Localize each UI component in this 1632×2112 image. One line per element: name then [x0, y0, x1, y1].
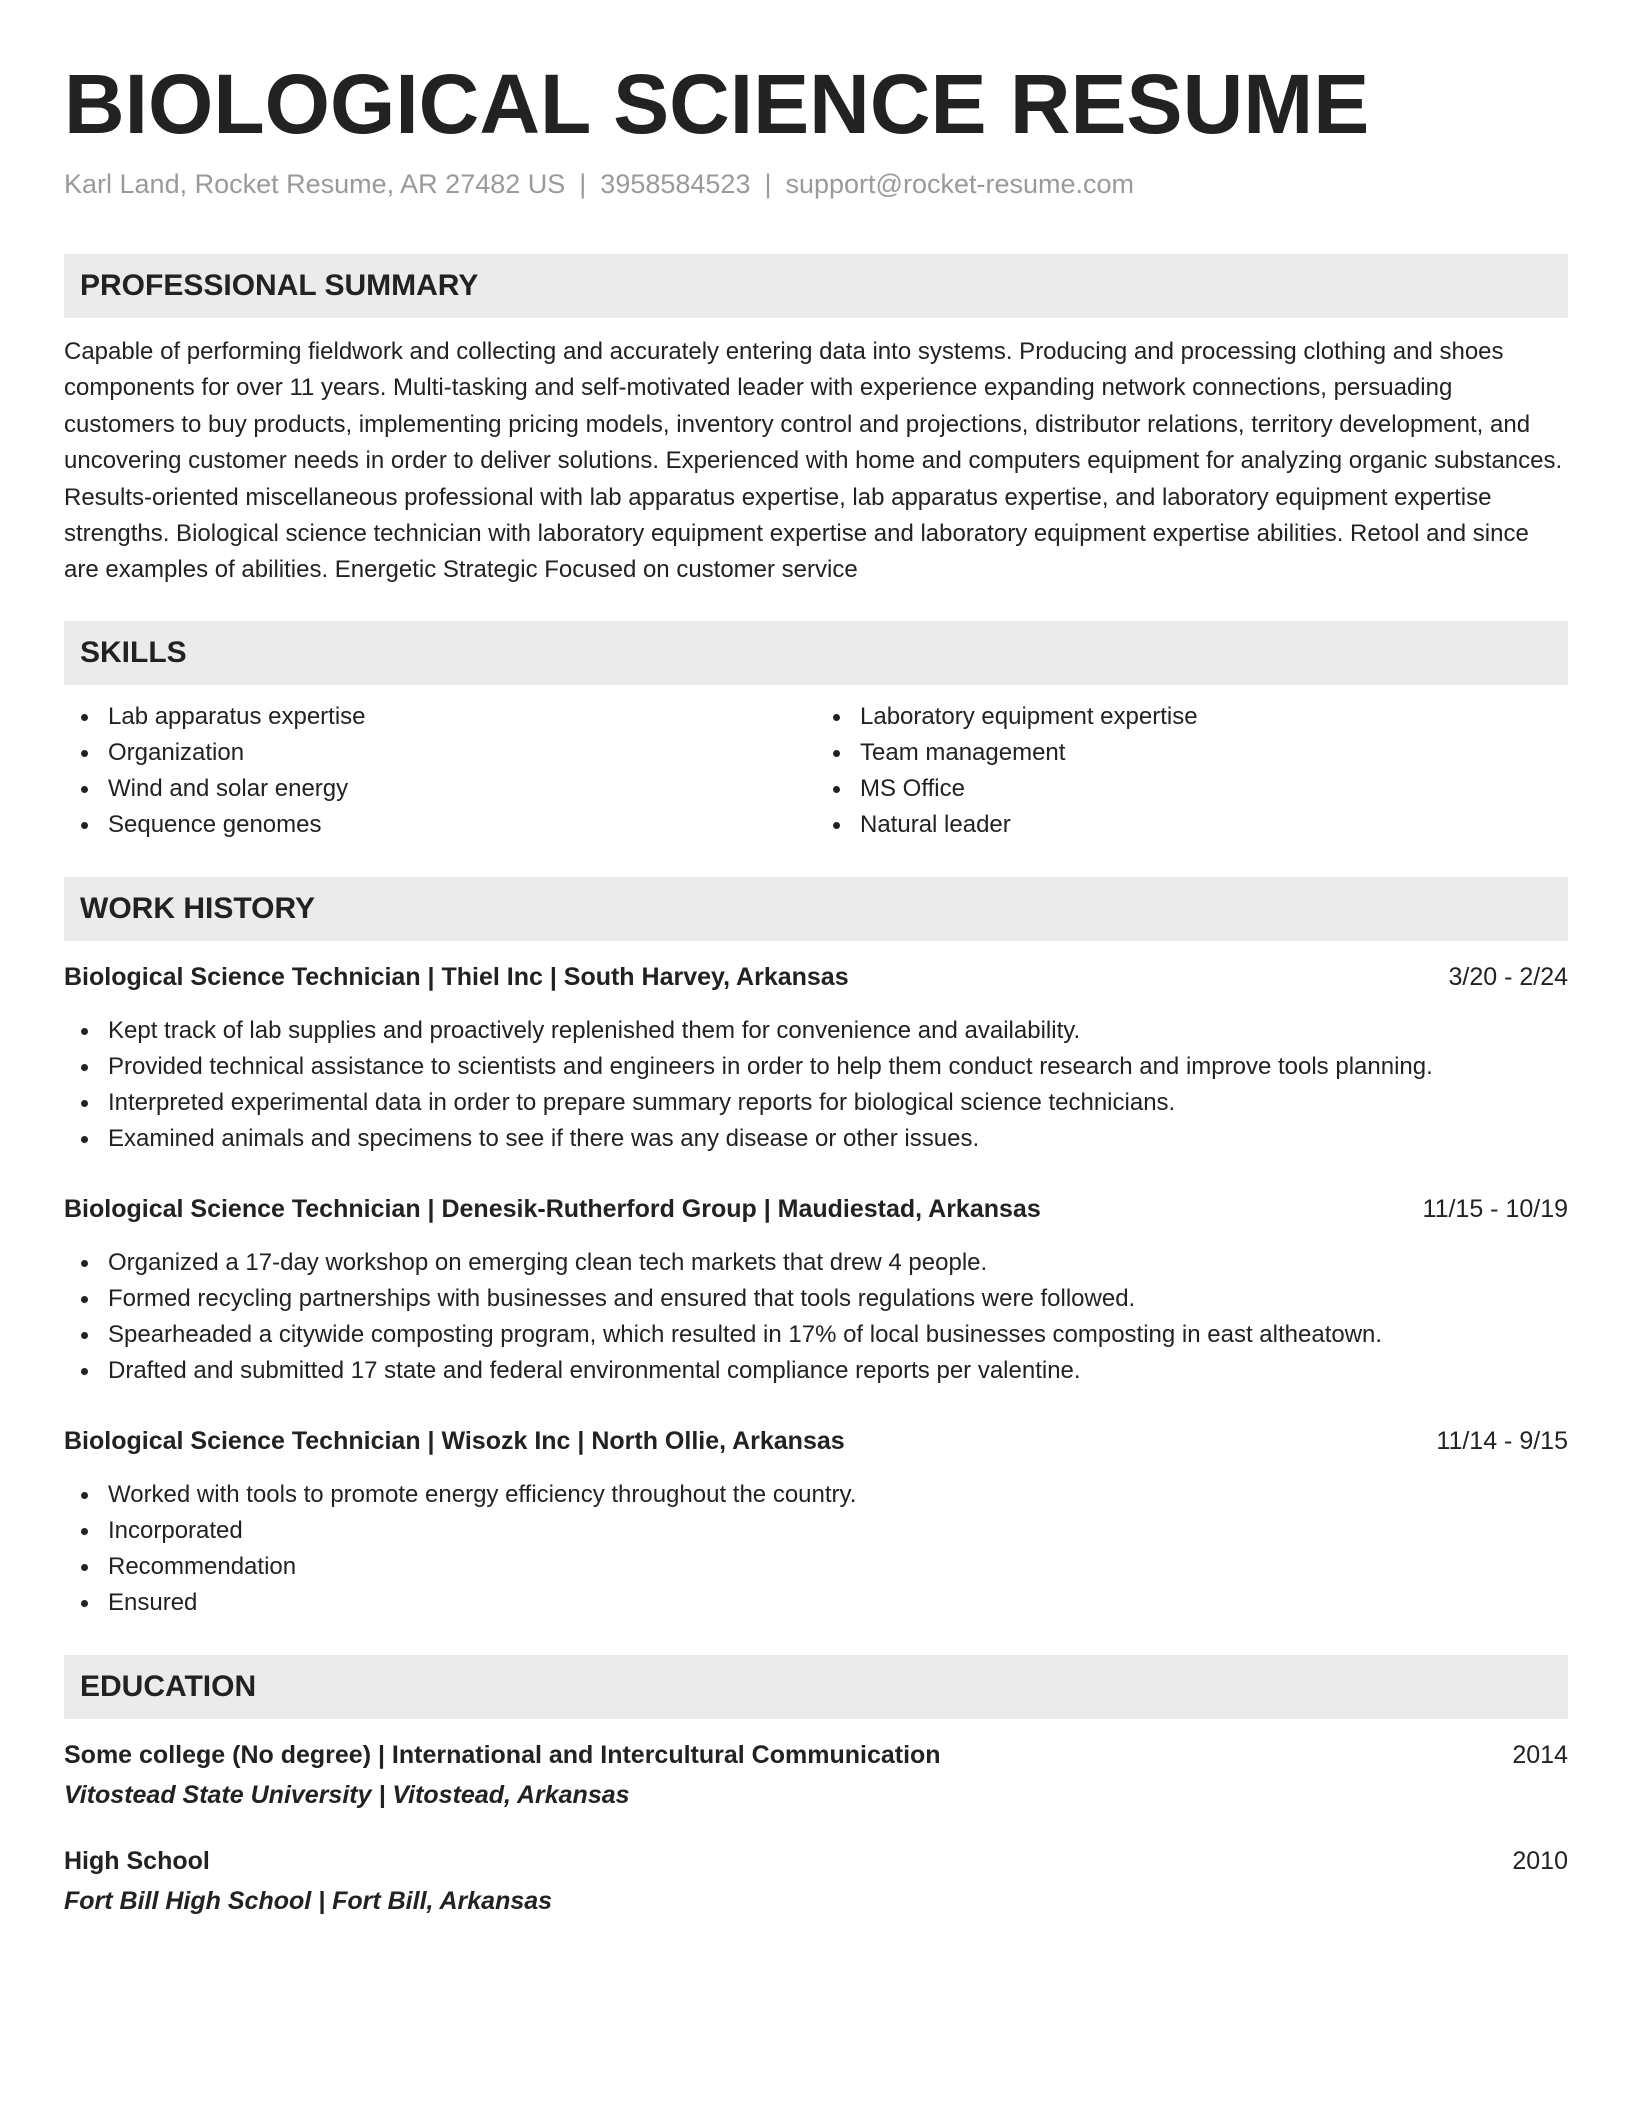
- job-bullet: Worked with tools to promote energy efficiency throughout the country.: [64, 1477, 1568, 1513]
- education-header: [64, 1737, 1568, 1773]
- job-bullet: Kept track of lab supplies and proactively replenished them for convenience and availability.: [64, 1013, 1568, 1049]
- job-header: [64, 1423, 1568, 1459]
- job-bullet: Incorporated: [64, 1513, 1568, 1549]
- contact-phone: 3958584523: [600, 169, 751, 199]
- job-bullet: Interpreted experimental data in order to prepare summary reports for biological science technicians.: [64, 1085, 1568, 1121]
- job-header: [64, 1191, 1568, 1227]
- job-title: Biological Science Technician | Wisozk Inc | North Ollie, Arkansas: [64, 1426, 845, 1455]
- education-year: 2010: [1512, 1846, 1568, 1875]
- section-heading-skills: SKILLS: [64, 621, 1568, 685]
- job-bullets: [64, 1013, 1568, 1157]
- contact-separator: |: [764, 169, 772, 199]
- resume-title: BIOLOGICAL SCIENCE RESUME: [64, 57, 1370, 151]
- education-entry: [64, 1737, 1568, 1813]
- skill-item: Natural leader: [816, 807, 1568, 843]
- contact-address: Karl Land, Rocket Resume, AR 27482 US: [64, 169, 566, 199]
- skills-column-left: [64, 699, 816, 843]
- job-bullet: Organized a 17-day workshop on emerging clean tech markets that drew 4 people.: [64, 1245, 1568, 1281]
- skill-item: Laboratory equipment expertise: [816, 699, 1568, 735]
- job-bullet: Drafted and submitted 17 state and federal environmental compliance reports per valentine.: [64, 1353, 1568, 1389]
- job-bullet: Formed recycling partnerships with businesses and ensured that tools regulations were followed.: [64, 1281, 1568, 1317]
- skill-item: Lab apparatus expertise: [64, 699, 816, 735]
- skills-grid: [64, 699, 1568, 843]
- job-entry: [64, 1191, 1568, 1389]
- job-bullets: [64, 1245, 1568, 1389]
- section-heading-work-history: WORK HISTORY: [64, 877, 1568, 941]
- job-dates: 11/14 - 9/15: [1436, 1426, 1568, 1455]
- section-heading-summary: PROFESSIONAL SUMMARY: [64, 254, 1568, 318]
- job-entry: [64, 959, 1568, 1157]
- job-bullet: Recommendation: [64, 1549, 1568, 1585]
- job-entry: [64, 1423, 1568, 1621]
- job-bullet: Spearheaded a citywide composting program, which resulted in 17% of local businesses composting in east altheatown.: [64, 1317, 1568, 1353]
- job-bullets: [64, 1477, 1568, 1621]
- contact-email: support@rocket-resume.com: [785, 169, 1135, 199]
- education-year: 2014: [1512, 1740, 1568, 1769]
- contact-line: [64, 166, 1568, 202]
- job-title: Biological Science Technician | Thiel Inc | South Harvey, Arkansas: [64, 962, 849, 991]
- education-school: Fort Bill High School | Fort Bill, Arkansas: [64, 1886, 553, 1915]
- skill-item: Team management: [816, 735, 1568, 771]
- job-dates: 11/15 - 10/19: [1422, 1194, 1568, 1223]
- skill-item: MS Office: [816, 771, 1568, 807]
- education-degree: High School: [64, 1846, 210, 1875]
- summary-paragraph: Capable of performing fieldwork and collecting and accurately entering data into systems. Producing and processing clothing and shoes components for over 11 years. Multi-tasking and self-motivated leader with experience expanding network connections, persuading customers to buy products, implementing pricing models, inventory control and projections, distributor relations, territory development, and uncovering customer needs in order to deliver solutions. Experienced with home and computers equipment for analyzing organic substances. Results-oriented miscellaneous professional with lab apparatus expertise, lab apparatus expertise, and laboratory equipment expertise strengths. Biological science technician with laboratory equipment expertise and laboratory equipment expertise abilities. Retool and since are examples of abilities. Energetic Strategic Focused on customer service: [64, 338, 1563, 584]
- job-bullet: Provided technical assistance to scientists and engineers in order to help them conduct research and improve tools planning.: [64, 1049, 1568, 1085]
- education-degree: Some college (No degree) | International and Intercultural Communication: [64, 1740, 941, 1769]
- job-bullet: Examined animals and specimens to see if there was any disease or other issues.: [64, 1121, 1568, 1157]
- skill-item: Sequence genomes: [64, 807, 816, 843]
- skill-item: Wind and solar energy: [64, 771, 816, 807]
- skill-item: Organization: [64, 735, 816, 771]
- section-heading-education: EDUCATION: [64, 1655, 1568, 1719]
- job-header: [64, 959, 1568, 995]
- skills-column-right: [816, 699, 1568, 843]
- job-title: Biological Science Technician | Denesik-Rutherford Group | Maudiestad, Arkansas: [64, 1194, 1041, 1223]
- education-entry: [64, 1843, 1568, 1919]
- education-header: [64, 1843, 1568, 1879]
- contact-separator: |: [579, 169, 587, 199]
- education-school: Vitostead State University | Vitostead, Arkansas: [64, 1780, 630, 1809]
- job-bullet: Ensured: [64, 1585, 1568, 1621]
- job-dates: 3/20 - 2/24: [1448, 962, 1568, 991]
